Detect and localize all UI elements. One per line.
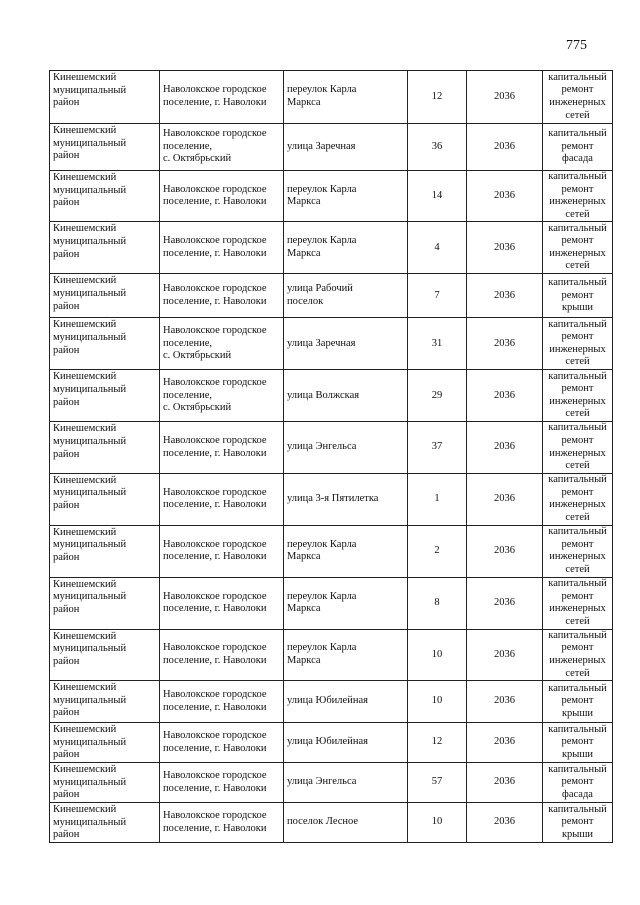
works-type-cell: капитальный ремонт фасада [543, 763, 613, 803]
works-type-cell: капитальный ремонт инженерных сетей [543, 222, 613, 274]
street-cell: переулок Карла Маркса [284, 171, 408, 222]
house-number-cell: 31 [408, 318, 467, 370]
district-cell: Кинешемский муниципальный район [50, 577, 160, 629]
house-number-cell: 1 [408, 473, 467, 525]
year-cell: 2036 [467, 274, 543, 318]
district-cell: Кинешемский муниципальный район [50, 370, 160, 422]
house-number-cell: 10 [408, 629, 467, 680]
settlement-cell: Наволокское городское поселение, г. Наволоки [160, 171, 284, 222]
settlement-cell: Наволокское городское поселение, г. Наволоки [160, 274, 284, 318]
year-cell: 2036 [467, 473, 543, 525]
table-row [50, 274, 613, 318]
table-row [50, 473, 613, 525]
street-cell: переулок Карла Маркса [284, 629, 408, 680]
year-cell: 2036 [467, 71, 543, 124]
house-number-cell: 36 [408, 124, 467, 171]
year-cell: 2036 [467, 629, 543, 680]
street-cell: улица Заречная [284, 318, 408, 370]
district-cell: Кинешемский муниципальный район [50, 803, 160, 843]
table-row [50, 422, 613, 473]
year-cell: 2036 [467, 222, 543, 274]
district-cell: Кинешемский муниципальный район [50, 723, 160, 763]
repair-schedule-table [49, 70, 613, 843]
year-cell: 2036 [467, 525, 543, 577]
table-row [50, 723, 613, 763]
year-cell: 2036 [467, 763, 543, 803]
year-cell: 2036 [467, 171, 543, 222]
table-row [50, 124, 613, 171]
works-type-cell: капитальный ремонт инженерных сетей [543, 525, 613, 577]
works-type-cell: капитальный ремонт крыши [543, 723, 613, 763]
house-number-cell: 10 [408, 681, 467, 723]
table-body [50, 71, 613, 843]
house-number-cell: 14 [408, 171, 467, 222]
house-number-cell: 7 [408, 274, 467, 318]
page-number: 775 [566, 38, 587, 53]
works-type-cell: капитальный ремонт инженерных сетей [543, 370, 613, 422]
year-cell: 2036 [467, 370, 543, 422]
works-type-cell: капитальный ремонт крыши [543, 803, 613, 843]
settlement-cell: Наволокское городское поселение, г. Наволоки [160, 803, 284, 843]
district-cell: Кинешемский муниципальный район [50, 681, 160, 723]
district-cell: Кинешемский муниципальный район [50, 71, 160, 124]
district-cell: Кинешемский муниципальный район [50, 124, 160, 171]
table-row [50, 171, 613, 222]
district-cell: Кинешемский муниципальный район [50, 629, 160, 680]
settlement-cell: Наволокское городское поселение, г. Наволоки [160, 629, 284, 680]
street-cell: улица Волжская [284, 370, 408, 422]
works-type-cell: капитальный ремонт инженерных сетей [543, 629, 613, 680]
house-number-cell: 37 [408, 422, 467, 473]
settlement-cell: Наволокское городское поселение, г. Наволоки [160, 473, 284, 525]
street-cell: улица Заречная [284, 124, 408, 171]
street-cell: улица Энгельса [284, 763, 408, 803]
works-type-cell: капитальный ремонт крыши [543, 274, 613, 318]
settlement-cell: Наволокское городское поселение, с. Октябрьский [160, 370, 284, 422]
street-cell: улица Энгельса [284, 422, 408, 473]
district-cell: Кинешемский муниципальный район [50, 274, 160, 318]
year-cell: 2036 [467, 124, 543, 171]
year-cell: 2036 [467, 577, 543, 629]
table-row [50, 222, 613, 274]
year-cell: 2036 [467, 723, 543, 763]
year-cell: 2036 [467, 318, 543, 370]
house-number-cell: 4 [408, 222, 467, 274]
district-cell: Кинешемский муниципальный район [50, 171, 160, 222]
house-number-cell: 12 [408, 71, 467, 124]
house-number-cell: 2 [408, 525, 467, 577]
district-cell: Кинешемский муниципальный район [50, 222, 160, 274]
year-cell: 2036 [467, 422, 543, 473]
street-cell: переулок Карла Маркса [284, 222, 408, 274]
table-row [50, 577, 613, 629]
settlement-cell: Наволокское городское поселение, с. Октябрьский [160, 124, 284, 171]
table-row [50, 681, 613, 723]
table-row [50, 803, 613, 843]
district-cell: Кинешемский муниципальный район [50, 763, 160, 803]
settlement-cell: Наволокское городское поселение, г. Наволоки [160, 763, 284, 803]
house-number-cell: 57 [408, 763, 467, 803]
street-cell: поселок Лесное [284, 803, 408, 843]
street-cell: улица Юбилейная [284, 681, 408, 723]
works-type-cell: капитальный ремонт крыши [543, 681, 613, 723]
house-number-cell: 12 [408, 723, 467, 763]
table-row [50, 525, 613, 577]
settlement-cell: Наволокское городское поселение, г. Наволоки [160, 71, 284, 124]
settlement-cell: Наволокское городское поселение, г. Наволоки [160, 525, 284, 577]
settlement-cell: Наволокское городское поселение, г. Наволоки [160, 577, 284, 629]
district-cell: Кинешемский муниципальный район [50, 318, 160, 370]
works-type-cell: капитальный ремонт инженерных сетей [543, 171, 613, 222]
house-number-cell: 29 [408, 370, 467, 422]
settlement-cell: Наволокское городское поселение, с. Октябрьский [160, 318, 284, 370]
year-cell: 2036 [467, 681, 543, 723]
district-cell: Кинешемский муниципальный район [50, 422, 160, 473]
works-type-cell: капитальный ремонт инженерных сетей [543, 71, 613, 124]
settlement-cell: Наволокское городское поселение, г. Наволоки [160, 422, 284, 473]
street-cell: переулок Карла Маркса [284, 577, 408, 629]
works-type-cell: капитальный ремонт инженерных сетей [543, 577, 613, 629]
street-cell: улица 3-я Пятилетка [284, 473, 408, 525]
settlement-cell: Наволокское городское поселение, г. Наволоки [160, 723, 284, 763]
house-number-cell: 10 [408, 803, 467, 843]
street-cell: улица Рабочий поселок [284, 274, 408, 318]
works-type-cell: капитальный ремонт фасада [543, 124, 613, 171]
house-number-cell: 8 [408, 577, 467, 629]
table-row [50, 71, 613, 124]
settlement-cell: Наволокское городское поселение, г. Наволоки [160, 222, 284, 274]
table-row [50, 763, 613, 803]
street-cell: переулок Карла Маркса [284, 525, 408, 577]
works-type-cell: капитальный ремонт инженерных сетей [543, 422, 613, 473]
table-row [50, 318, 613, 370]
district-cell: Кинешемский муниципальный район [50, 525, 160, 577]
street-cell: переулок Карла Маркса [284, 71, 408, 124]
street-cell: улица Юбилейная [284, 723, 408, 763]
works-type-cell: капитальный ремонт инженерных сетей [543, 473, 613, 525]
table-row [50, 370, 613, 422]
settlement-cell: Наволокское городское поселение, г. Наволоки [160, 681, 284, 723]
year-cell: 2036 [467, 803, 543, 843]
table-row [50, 629, 613, 680]
works-type-cell: капитальный ремонт инженерных сетей [543, 318, 613, 370]
district-cell: Кинешемский муниципальный район [50, 473, 160, 525]
